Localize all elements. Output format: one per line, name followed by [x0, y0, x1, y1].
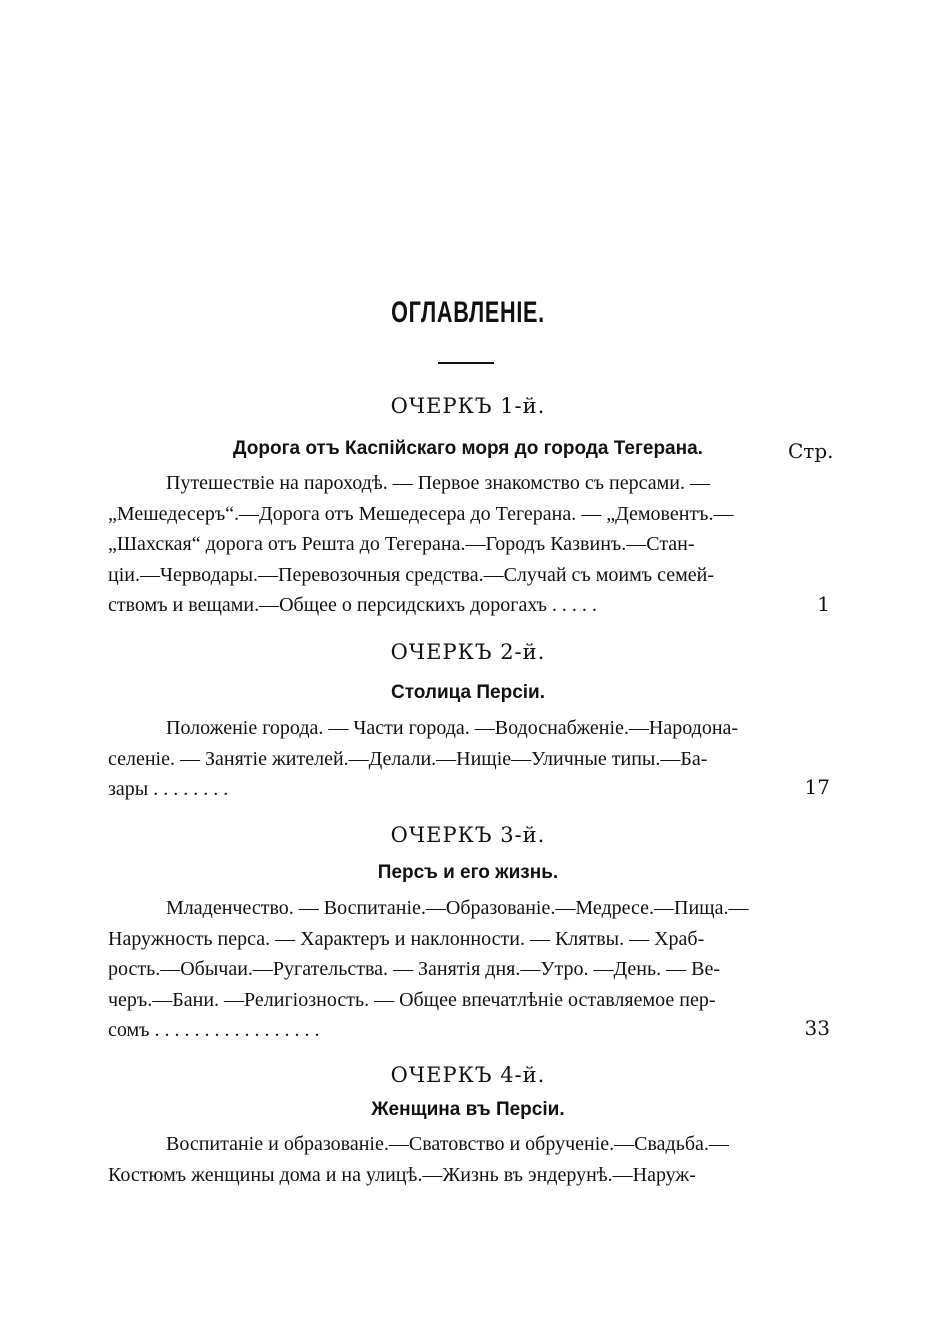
essay-4-summary — [108, 1129, 780, 1190]
summary-line: Младенчество. — Воспитаніе.—Образованіе.—Медресе.—Пища.— — [166, 897, 749, 919]
summary-line: ствомъ и вещами.—Общее о персидскихъ дорогахъ . . . . . — [108, 594, 597, 616]
essay-2-page-number: 17 — [804, 775, 830, 799]
title-divider — [438, 362, 494, 364]
summary-line: черъ.—Бани. —Религіозность. — Общее впечатлѣніе оставляемое пер- — [108, 988, 716, 1011]
essay-3-summary — [108, 893, 780, 1046]
essay-2-heading: ОЧЕРКЪ 2-й. — [390, 640, 546, 664]
summary-line: селеніе. — Занятіе жителей.—Делали.—Нищіе—Уличные типы.—Ба- — [108, 747, 708, 770]
summary-line: Путешествіе на пароходѣ. — Первое знакомство съ персами. — — [166, 472, 710, 494]
summary-line: зары . . . . . . . . — [108, 778, 229, 800]
summary-line: „Мешедесеръ“.—Дорога отъ Мешедесера до Тегерана. — „Демовентъ.— — [108, 502, 734, 525]
summary-line: „Шахская“ дорога отъ Решта до Тегерана.—Городъ Казвинъ.—Стан- — [108, 533, 695, 555]
summary-line: Положеніе города. — Части города. —Водоснабженіе.—Народона- — [166, 717, 739, 739]
summary-line: Наружность перса. — Характеръ и наклонности. — Клятвы. — Храб- — [108, 927, 705, 950]
page-title: ОГЛАВЛЕНІЕ. — [391, 296, 545, 329]
summary-line: рость.—Обычаи.—Ругательства. — Занятія дня.—Утро. —День. — Ве- — [108, 958, 720, 980]
essay-1-summary — [108, 468, 780, 621]
essay-1-heading: ОЧЕРКЪ 1-й. — [390, 394, 546, 418]
essay-1-subtitle: Дорога отъ Каспійскаго моря до города Тегерана. — [233, 438, 703, 459]
essay-3-subtitle: Персъ и его жизнь. — [377, 862, 559, 883]
essay-3-heading: ОЧЕРКЪ 3-й. — [390, 823, 546, 847]
essay-4-subtitle: Женщина въ Персіи. — [371, 1099, 565, 1120]
page-column-label: Стр. — [788, 439, 834, 463]
essay-2-summary — [108, 713, 780, 805]
essay-1-page-number: 1 — [817, 592, 830, 616]
summary-line: Костюмъ женщины дома и на улицѣ.—Жизнь въ эндерунѣ.—Наруж- — [108, 1163, 696, 1186]
summary-line: сомъ . . . . . . . . . . . . . . . . . — [108, 1019, 320, 1041]
essay-3-page-number: 33 — [804, 1016, 830, 1040]
essay-2-subtitle: Столица Персіи. — [390, 682, 546, 703]
summary-line: ціи.—Черводары.—Перевозочныя средства.—Случай съ моимъ семей- — [108, 563, 714, 586]
essay-4-heading: ОЧЕРКЪ 4-й. — [390, 1063, 546, 1087]
summary-line: Воспитаніе и образованіе.—Сватовство и обрученіе.—Свадьба.— — [166, 1133, 729, 1155]
